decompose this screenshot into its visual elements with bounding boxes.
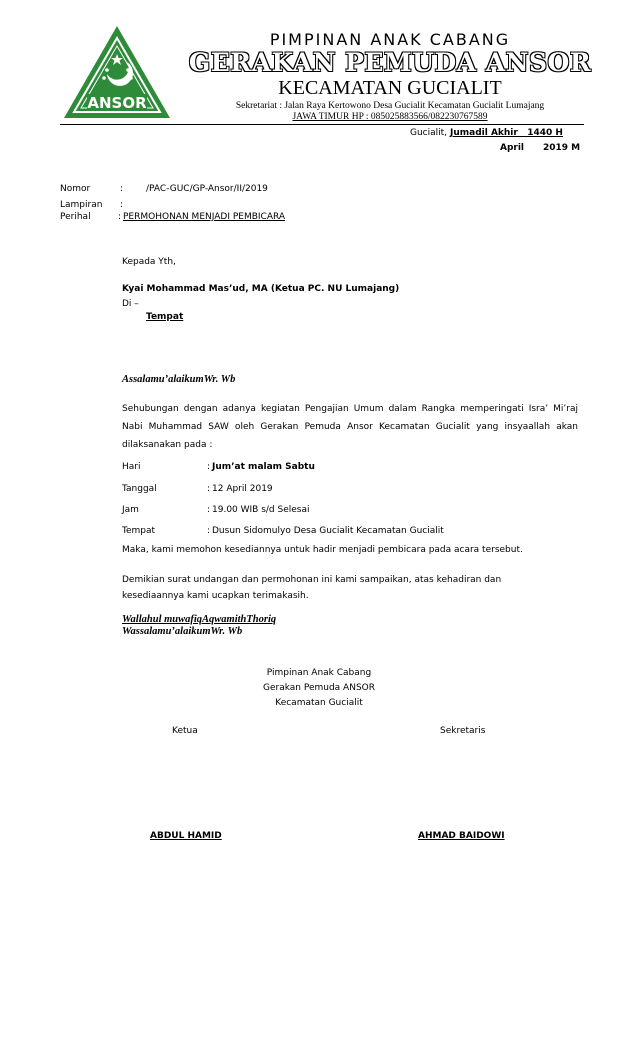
detail-value-jam: 19.00 WIB s/d Selesai — [212, 505, 310, 515]
signature-name-ketua: ABDUL HAMID — [150, 831, 222, 841]
date-year: 2019 M — [543, 143, 581, 153]
salam: Assalamu’alaikumWr. Wb — [122, 374, 236, 385]
signature-org-1: Pimpinan Anak Cabang — [266, 668, 372, 678]
detail-sep: : — [207, 505, 211, 515]
recipient-tempat: Tempat — [146, 312, 184, 322]
meta-value-nomor: /PAC-GUC/GP-Ansor/II/2019 — [146, 184, 268, 194]
letterhead-address: Sekretariat : Jalan Raya Kertowono Desa Gucialit Kecamatan Gucialit Lumajang — [235, 101, 545, 111]
detail-label-jam: Jam — [122, 505, 139, 515]
meta-value-perihal: PERMOHONAN MENJADI PEMBICARA — [123, 212, 286, 222]
detail-sep: : — [207, 526, 211, 536]
letterhead-line1: PIMPINAN ANAK CABANG — [269, 30, 511, 49]
detail-label-hari: Hari — [122, 462, 141, 472]
signature-role-sekretaris: Sekretaris — [440, 726, 486, 736]
letterhead-line3: KECAMATAN GUCIALIT — [278, 77, 502, 99]
recipient-di: Di – — [122, 299, 139, 309]
detail-label-tempat: Tempat — [122, 526, 156, 536]
logo-text: ANSOR — [87, 94, 147, 112]
closing-2: Wassalamu’alaikumWr. Wb — [122, 626, 243, 637]
ansor-logo — [62, 24, 172, 120]
detail-value-tempat: Dusun Sidomulyo Desa Gucialit Kecamatan Gucialit — [212, 526, 444, 536]
meta-label-nomor: Nomor — [60, 184, 91, 194]
signature-org-2: Gerakan Pemuda ANSOR — [262, 683, 375, 693]
meta-sep-perihal: : — [118, 212, 122, 222]
detail-value-tanggal: 12 April 2019 — [212, 484, 273, 494]
detail-label-tanggal: Tanggal — [122, 484, 157, 494]
closing-1: Wallahul muwafiqAqwamithThoriq — [122, 614, 277, 625]
detail-sep: : — [207, 484, 211, 494]
date-place: Gucialit, — [410, 128, 448, 138]
meta-sep-nomor: : — [120, 184, 124, 194]
detail-sep: : — [207, 462, 211, 472]
recipient-greeting: Kepada Yth, — [122, 257, 176, 267]
meta-label-lampiran: Lampiran — [60, 200, 103, 210]
letterhead-contact: JAWA TIMUR HP : 085025883566/082230767589 — [292, 112, 488, 122]
paragraph-1: Sehubungan dengan adanya kegiatan Pengajian Umum dalam Rangka memperingati Isra’ Mi’raj Nabi Muhammad SAW oleh Gerakan Pemuda Ansor Kecamatan Gucialit yang insyaallah akan dilaksanakan pada : — [122, 404, 578, 450]
date-month: April — [500, 143, 525, 153]
meta-label-perihal: Perihal — [60, 212, 91, 222]
paragraph-2: Maka, kami memohon kesediannya untuk hadir menjadi pembicara pada acara tersebut. — [122, 545, 523, 555]
recipient-name: Kyai Mohammad Mas’ud, MA (Ketua PC. NU Lumajang) — [122, 284, 400, 294]
detail-value-hari: Jum’at malam Sabtu — [212, 462, 315, 472]
signature-org-3: Kecamatan Gucialit — [275, 698, 363, 708]
header-divider — [60, 124, 584, 125]
paragraph-3: Demikian surat undangan dan permohonan ini kami sampaikan, atas kehadiran dan kesediaannya kami ucapkan terimakasih. — [122, 575, 502, 601]
date-hijri: Jumadil Akhir 1440 H — [450, 128, 563, 138]
meta-sep-lampiran: : — [120, 200, 124, 210]
signature-role-ketua: Ketua — [172, 726, 198, 736]
signature-name-sekretaris: AHMAD BAIDOWI — [418, 831, 505, 841]
letterhead-line2: GERAKAN PEMUDA ANSOR — [188, 48, 592, 77]
